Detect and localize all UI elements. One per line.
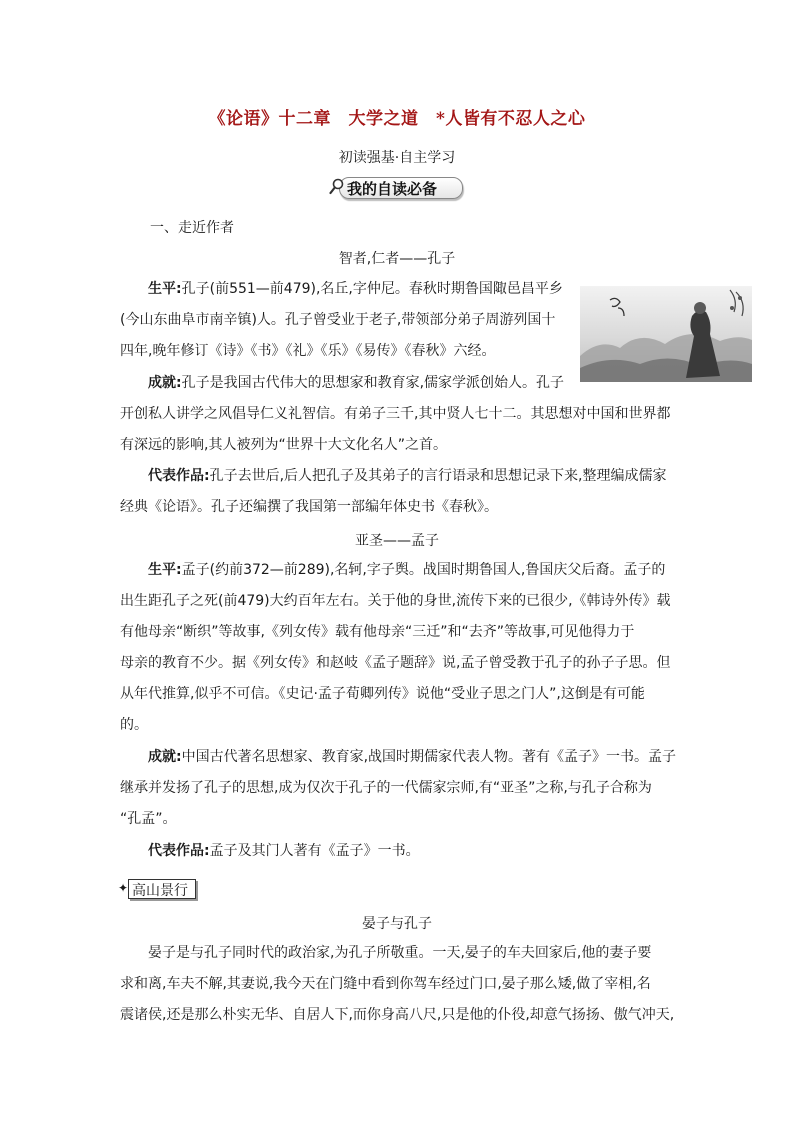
confucius-achievement: [120, 368, 690, 461]
life-label: 生平:: [148, 562, 182, 578]
life-label: 生平:: [148, 281, 182, 297]
mencius-achievement: [120, 742, 690, 835]
page-subtitle: 初读强基·自主学习: [338, 150, 456, 166]
text-line: 孔子去世后,后人把孔子及其弟子的言行语录和思想记录下来,整理编成儒家: [209, 468, 667, 484]
text-line: 中国古代著名思想家、教育家,战国时期儒家代表人物。著有《孟子》一书。孟子: [181, 749, 677, 765]
text-line: 有深远的影响,其人被列为“世界十大文化名人”之首。: [120, 437, 447, 453]
page-title: 《论语》十二章 大学之道 *人皆有不忍人之心: [208, 109, 586, 129]
magnifier-icon: [329, 178, 345, 196]
text-line: (今山东曲阜市南辛镇)人。孔子曾受业于老子,带领部分弟子周游列国十: [120, 312, 556, 328]
achievement-label: 成就:: [148, 375, 182, 391]
achievement-label: 成就:: [148, 749, 182, 765]
text-line: 晏子是与孔子同时代的政治家,为孔子所敬重。一天,晏子的车夫回家后,他的妻子要: [148, 945, 652, 961]
text-line: 从年代推算,似乎不可信。《史记·孟子荀卿列传》说他“受业子思之门人”,这倒是有可能: [120, 686, 645, 702]
text-line: 孟子(约前372—前289),名轲,字子舆。战国时期鲁国人,鲁国庆父后裔。孟子的: [181, 562, 666, 578]
badge-text: 我的自读必备: [347, 180, 438, 198]
text-line: 继承并发扬了孔子的思想,成为仅次于孔子的一代儒家宗师,有“亚圣”之称,与孔子合称为: [120, 780, 652, 796]
text-line: 经典《论语》。孔子还编撰了我国第一部编年体史书《春秋》。: [120, 499, 498, 515]
gaoshan-label: [118, 879, 196, 899]
text-line: 四年,晚年修订《诗》《书》《礼》《乐》《易传》《春秋》六经。: [120, 343, 496, 359]
text-line: 出生距孔子之死(前479)大约百年左右。关于他的身世,流传下来的已很少,《韩诗外传》载: [120, 593, 671, 609]
story-title: 晏子与孔子: [362, 916, 432, 932]
text-line: 开创私人讲学之风倡导仁义礼智信。有弟子三千,其中贤人七十二。其思想对中国和世界都: [120, 406, 671, 422]
text-line: 孔子是我国古代伟大的思想家和教育家,儒家学派创始人。孔子: [181, 375, 565, 391]
works-label: 代表作品:: [148, 843, 210, 859]
text-line: 孔子(前551—前479),名丘,字仲尼。春秋时期鲁国陬邑昌平乡: [181, 281, 563, 297]
confucius-heading: 智者,仁者——孔子: [338, 251, 456, 267]
text-line: 母亲的教育不少。据《列女传》和赵岐《孟子题辞》说,孟子曾受教于孔子的孙子子思。但: [120, 655, 671, 671]
story-paragraph: [120, 938, 690, 1031]
diamond-star-icon: ✦: [118, 881, 129, 895]
confucius-works: [120, 461, 690, 523]
text-line: 的。: [120, 717, 148, 733]
text-line: 震诸侯,还是那么朴实无华、自居人下,而你身高八尺,只是他的仆役,却意气扬扬、傲气冲天,: [120, 1007, 675, 1023]
mencius-works: [120, 836, 690, 867]
self-reading-badge: [329, 175, 465, 199]
section-heading: 一、走近作者: [150, 220, 234, 236]
mencius-life: [120, 555, 690, 741]
works-label: 代表作品:: [148, 468, 210, 484]
text-line: 求和离,车夫不解,其妻说,我今天在门缝中看到你驾车经过门口,晏子那么矮,做了宰相,名: [120, 976, 651, 992]
mencius-heading: 亚圣——孟子: [355, 533, 439, 549]
confucius-life: [120, 274, 580, 367]
gaoshan-text: 高山景行: [132, 883, 188, 899]
text-line: 孟子及其门人著有《孟子》一书。: [209, 843, 420, 859]
text-line: “孔孟”。: [120, 811, 177, 827]
text-line: 有他母亲“断织”等故事,《列女传》载有他母亲“三迁”和“去齐”等故事,可见他得力于: [120, 624, 635, 640]
